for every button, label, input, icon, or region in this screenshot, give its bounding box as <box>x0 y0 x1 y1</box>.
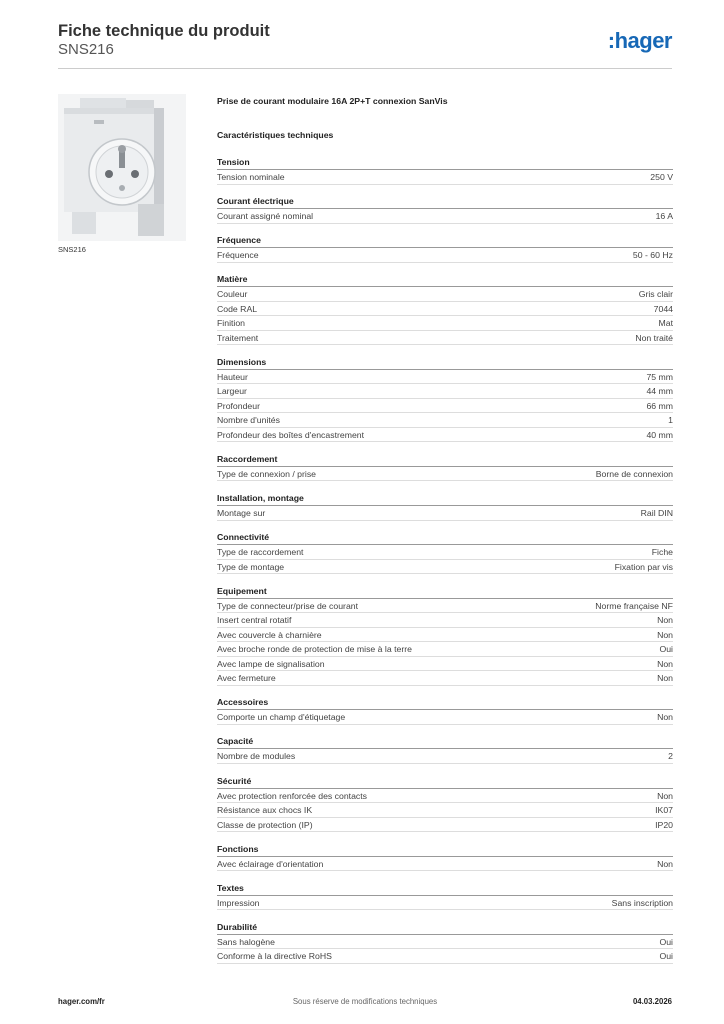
footer-date: 04.03.2026 <box>632 997 672 1006</box>
spec-row <box>217 657 673 672</box>
characteristics-title: Caractéristiques techniques <box>217 130 334 140</box>
spec-value: Norme française NF <box>595 600 673 611</box>
spec-value: Non traité <box>635 332 673 343</box>
spec-label: Fréquence <box>217 250 259 261</box>
section-title: Raccordement <box>217 453 673 467</box>
spec-row <box>217 628 673 643</box>
image-caption: SNS216 <box>58 245 86 254</box>
spec-section <box>217 735 673 764</box>
spec-section <box>217 585 673 686</box>
spec-label: Résistance aux chocs IK <box>217 805 313 816</box>
spec-row <box>217 803 673 818</box>
spec-section <box>217 882 673 911</box>
spec-value: 40 mm <box>646 429 673 440</box>
spec-section <box>217 531 673 574</box>
spec-row <box>217 413 673 428</box>
spec-label: Code RAL <box>217 303 258 314</box>
spec-row <box>217 818 673 833</box>
spec-label: Avec broche ronde de protection de mise à la terre <box>217 644 412 655</box>
spec-section <box>217 843 673 872</box>
spec-label: Courant assigné nominal <box>217 211 314 222</box>
spec-row <box>217 935 673 950</box>
spec-label: Profondeur <box>217 400 260 411</box>
spec-row <box>217 949 673 964</box>
spec-value: Non <box>657 712 673 723</box>
spec-row <box>217 613 673 628</box>
section-title: Sécurité <box>217 775 673 789</box>
spec-label: Sans halogène <box>217 936 275 947</box>
spec-section <box>217 195 673 224</box>
spec-label: Classe de protection (IP) <box>217 819 313 830</box>
spec-label: Hauteur <box>217 371 248 382</box>
header-divider <box>58 68 672 69</box>
product-image <box>58 94 186 241</box>
section-title: Fonctions <box>217 843 673 857</box>
spec-value: Non <box>657 658 673 669</box>
spec-value: Fiche <box>651 547 673 558</box>
spec-value: Mat <box>658 318 673 329</box>
spec-row <box>217 599 673 614</box>
spec-value: 7044 <box>653 303 673 314</box>
spec-label: Traitement <box>217 332 259 343</box>
spec-row <box>217 302 673 317</box>
product-description: Prise de courant modulaire 16A 2P+T connexion SanVis <box>217 96 448 106</box>
spec-value: Oui <box>659 644 673 655</box>
spec-row <box>217 428 673 443</box>
spec-value: IP20 <box>655 819 673 830</box>
spec-label: Type de connecteur/prise de courant <box>217 600 359 611</box>
spec-section <box>217 775 673 833</box>
section-title: Equipement <box>217 585 673 599</box>
section-title: Connectivité <box>217 531 673 545</box>
spec-row <box>217 399 673 414</box>
page-footer <box>58 997 672 1009</box>
spec-row <box>217 857 673 872</box>
section-title: Installation, montage <box>217 492 673 506</box>
spec-content <box>217 96 673 974</box>
spec-row <box>217 642 673 657</box>
spec-row <box>217 209 673 224</box>
hager-logo: :hager <box>607 28 672 53</box>
section-title: Dimensions <box>217 356 673 370</box>
spec-label: Couleur <box>217 289 248 300</box>
spec-section <box>217 453 673 482</box>
spec-value: 50 - 60 Hz <box>632 250 673 261</box>
spec-label: Profondeur des boîtes d'encastrement <box>217 429 365 440</box>
spec-row <box>217 749 673 764</box>
spec-label: Avec éclairage d'orientation <box>217 858 324 869</box>
spec-value: Non <box>657 858 673 869</box>
spec-value: Oui <box>659 936 673 947</box>
spec-value: 1 <box>668 415 673 426</box>
spec-label: Insert central rotatif <box>217 615 292 626</box>
spec-value: Borne de connexion <box>595 468 673 479</box>
spec-value: 16 A <box>655 211 673 222</box>
spec-label: Comporte un champ d'étiquetage <box>217 712 346 723</box>
section-title: Accessoires <box>217 696 673 710</box>
spec-row <box>217 287 673 302</box>
spec-row <box>217 316 673 331</box>
spec-value: Fixation par vis <box>614 561 673 572</box>
spec-label: Nombre d'unités <box>217 415 280 426</box>
product-code: SNS216 <box>58 41 114 58</box>
spec-row <box>217 710 673 725</box>
document-title: Fiche technique du produit <box>58 22 270 40</box>
spec-row <box>217 370 673 385</box>
section-title: Durabilité <box>217 921 673 935</box>
spec-value: Rail DIN <box>640 508 673 519</box>
spec-label: Impression <box>217 897 260 908</box>
spec-row <box>217 560 673 575</box>
spec-label: Avec fermeture <box>217 673 276 684</box>
spec-row <box>217 467 673 482</box>
spec-row <box>217 170 673 185</box>
spec-label: Avec protection renforcée des contacts <box>217 790 368 801</box>
spec-row <box>217 384 673 399</box>
section-title: Tension <box>217 156 673 170</box>
spec-label: Largeur <box>217 386 247 397</box>
spec-value: 250 V <box>650 172 673 182</box>
footer-disclaimer: Sous réserve de modifications techniques <box>292 997 438 1006</box>
section-title: Textes <box>217 882 673 896</box>
spec-value: Non <box>657 673 673 684</box>
spec-row <box>217 506 673 521</box>
spec-sections <box>217 156 673 964</box>
spec-row <box>217 789 673 804</box>
spec-row <box>217 896 673 911</box>
spec-section <box>217 921 673 964</box>
spec-section <box>217 234 673 263</box>
spec-value: Oui <box>659 951 673 962</box>
section-title: Capacité <box>217 735 673 749</box>
spec-label: Type de raccordement <box>217 547 304 558</box>
spec-label: Type de montage <box>217 561 285 572</box>
spec-label: Avec lampe de signalisation <box>217 658 325 669</box>
spec-value: 44 mm <box>646 386 673 397</box>
spec-section <box>217 492 673 521</box>
spec-label: Conforme à la directive RoHS <box>217 951 332 962</box>
spec-value: Gris clair <box>638 289 673 300</box>
spec-label: Tension nominale <box>217 172 285 182</box>
spec-value: 2 <box>668 751 673 762</box>
spec-row <box>217 545 673 560</box>
spec-section <box>217 696 673 725</box>
footer-website-link[interactable]: hager.com/fr <box>58 997 105 1006</box>
spec-value: Non <box>657 629 673 640</box>
spec-label: Type de connexion / prise <box>217 468 317 479</box>
spec-section <box>217 156 673 185</box>
spec-value: Non <box>657 790 673 801</box>
section-title: Courant électrique <box>217 195 673 209</box>
spec-section <box>217 273 673 345</box>
section-title: Fréquence <box>217 234 673 248</box>
section-title: Matière <box>217 273 673 287</box>
spec-value: Non <box>657 615 673 626</box>
spec-value: Sans inscription <box>611 897 673 908</box>
spec-row <box>217 248 673 263</box>
spec-label: Nombre de modules <box>217 751 296 762</box>
spec-label: Finition <box>217 318 246 329</box>
spec-row <box>217 331 673 346</box>
spec-value: 75 mm <box>646 371 673 382</box>
spec-row <box>217 671 673 686</box>
spec-label: Montage sur <box>217 508 266 519</box>
spec-label: Avec couvercle à charnière <box>217 629 322 640</box>
page-header <box>58 22 672 68</box>
spec-value: 66 mm <box>646 400 673 411</box>
spec-value: IK07 <box>655 805 673 816</box>
spec-section <box>217 356 673 443</box>
